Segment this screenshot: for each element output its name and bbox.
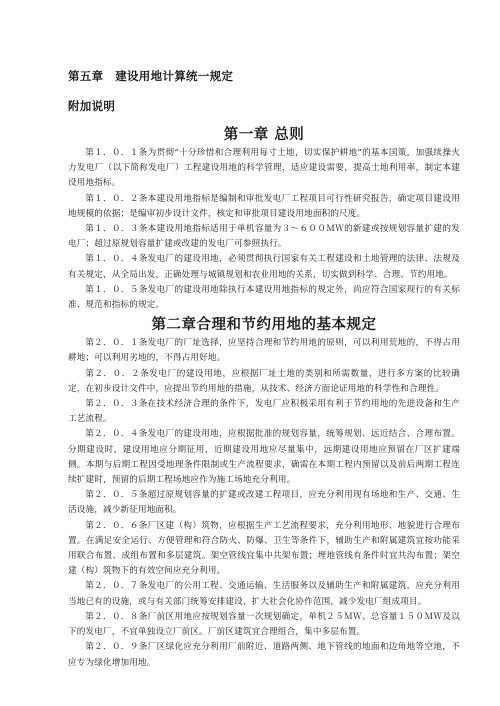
- article-2-0-7: 第２．０．７条发电厂的公用工程、交通运输、生活服务以及辅助生产和附属建筑，应充分利用当地已有的设施，或与有关部门统筹安排建设，扩大社会化协作范围，减少发电厂组成项目。: [68, 581, 460, 607]
- article-2-0-4: 第２．０．４条发电厂的建设用地，应根据批准的规划容量，统筹规划、远近结合、合理布置。分期建设时，建设用地应分期征用，近期建设用地应尽量集中，远期建设用地应预留在厂区扩建端侧。本期与后期工程因受地理条件限制或生产流程要求，确需在本期工程内预留以及前后两期工程连续扩建时，预留的后期工程场地应作为施工场地充分利用。: [68, 429, 460, 486]
- chapter2-body: [68, 336, 460, 670]
- article-2-0-5: 第２．０．５条超过原规划容量的扩建或改建工程项目，应充分利用现有场地和生产、交通、生活设施，减少新征用地面积。: [68, 490, 460, 516]
- chapter2-title: 第二章合理和节约用地的基本规定: [151, 316, 377, 334]
- article-1-0-2: 第１．０．２条本建设用地指标是编制和审批发电厂工程项目可行性研究报告，确定项目建设用地规模的依据；是编审初步设计文件，核定和审批项目建设用地面积的尺度。: [68, 193, 460, 219]
- chapter1-title: 第一章 总则: [223, 126, 305, 143]
- article-1-0-5: 第１．０．５条发电厂的建设用地除执行本建设用地指标的规定外，尚应符合国家现行的有关标准、规范和指标的规定。: [68, 284, 460, 311]
- article-2-0-3: 第２．０．３条在技术经济合理的条件下，发电厂应积极采用有利于节约用地的先进设备和生产工艺流程。: [68, 399, 460, 425]
- article-2-0-9: 第２．０．９条厂区绿化应充分利用厂前附近、道路两侧、地下管线的地面和边角地等空地，不应专为绿化增加用地。: [68, 642, 460, 668]
- appendix-heading: 附加说明: [68, 99, 116, 113]
- article-1-0-4: 第１．０．４条发电厂的建设用地，必须贯彻执行国家有关工程建设和土地管理的法律、法规及有关规定，从全局出发，正确处理与城镇规划和农业用地的关系，切实做到科学、合理、节约用地。: [68, 254, 460, 280]
- article-1-0-1: 第１．０．１条为贯彻“十分珍惜和合理利用每寸土地，切实保护耕地”的基本国策，加强续操火力发电厂（以下简称发电厂）工程建设用地的科学管理，适应建设需要，提高土地利用率，制定本建设用地指标。: [68, 148, 460, 189]
- article-2-0-2: 第２．０．２条发电厂的建设用地，应根据厂址土地的类别和所需数量，进行多方案的比较确定，在初步设计文件中，应提出节约用地的措施，从技术、经济方面论证用地的科学性和合理性。: [68, 368, 460, 394]
- article-1-0-3: 第１．０．３条本建设用地指标适用于单机容量为３～６００ＭＷ的新建或按规划容量扩建的发电厂；超过原规划容量扩建或改建的发电厂可参照执行。: [68, 224, 460, 250]
- article-2-0-1: 第２．０．１条发电厂的厂址选择，应坚持合理和节约用地的原则，可以利用荒地的，不得占用耕地；可以利用劣地的，不得占用好地。: [68, 338, 460, 364]
- chapter5-heading: 第五章 建设用地计算统一规定: [68, 69, 234, 83]
- chapter1-body: [68, 146, 460, 313]
- article-2-0-6: 第２．０．６条厂区建（构）筑物，应根据生产工艺流程要求，充分利用地形、地貌进行合理布置。在满足安全运行、方便管理和符合防火、防爆、卫生等条件下，辅助生产和附属建筑宜按功能采用联合布置、成组布置和多层建筑。架空管线宜集中共架布置；埋地管线有条件时宜共沟布置；架空建（构）筑物下的有效空间应充分利用。: [68, 520, 460, 577]
- article-2-0-8: 第２．０．８条厂前区用地应按规划容量一次规划确定，单机２５ＭＷ、总容量１５０ＭＷ及以下的发电厂，不宜单独设立厂前区。厂前区建筑宜合理组合，集中多层布置。: [68, 611, 460, 638]
